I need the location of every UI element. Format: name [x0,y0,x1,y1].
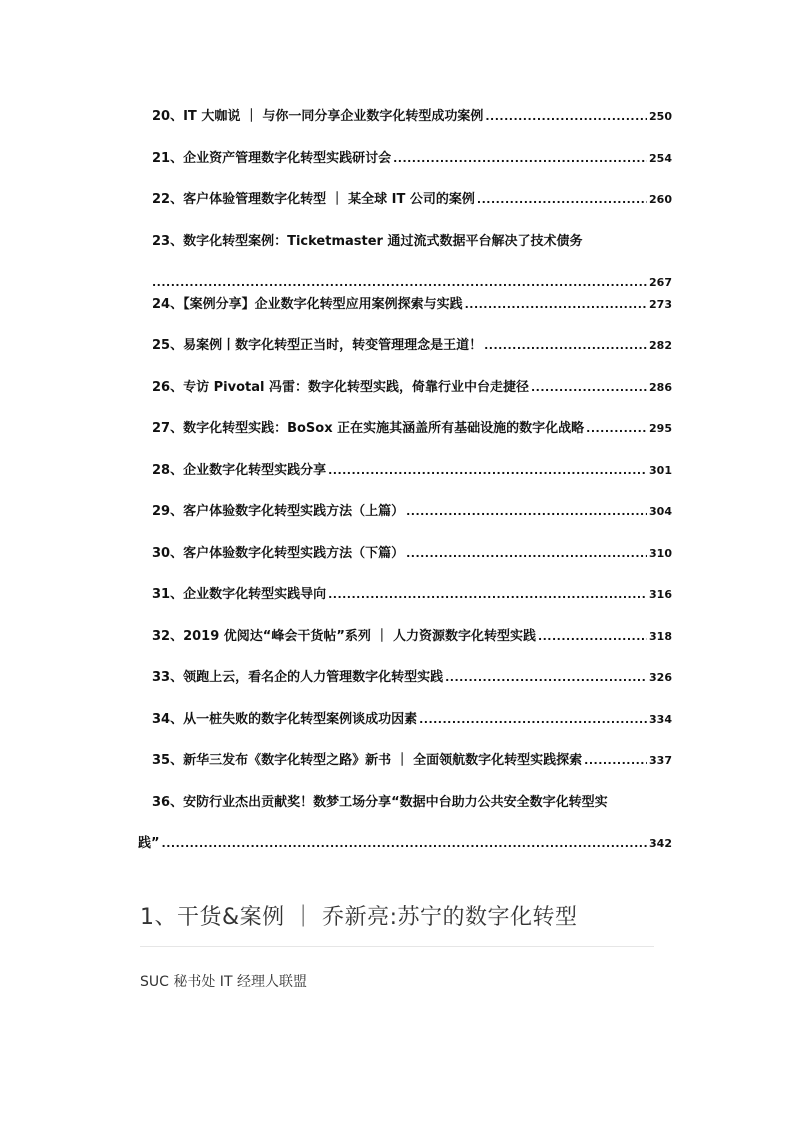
toc-entry-title: 21、企业资产管理数字化转型实践研讨会 [152,151,392,166]
source-line: SUC 秘书处 IT 经理人联盟 [140,974,307,990]
dot-leader [538,628,647,646]
toc-entry-title: 35、新华三发布《数字化转型之路》新书 ｜ 全面领航数字化转型实践探索 [152,753,583,768]
toc-entry-page: 310 [649,547,672,560]
toc-entry-title: 36、安防行业杰出贡献奖！数梦工场分享“数据中台助力公共安全数字化转型实 [152,795,608,810]
dot-leader [328,586,647,604]
toc-entry[interactable] [152,628,672,646]
toc-entry-title: 34、从一桩失败的数字化转型案例谈成功因素 [152,712,418,727]
toc-entry[interactable] [152,586,672,604]
toc-entry-title: 30、客户体验数字化转型实践方法（下篇） [152,546,405,561]
toc-entry-page: 301 [649,464,672,477]
toc-entry-title: 32、2019 优阅达“峰会干货帖”系列 ｜ 人力资源数字化转型实践 [152,629,536,644]
toc-entry-page: 304 [649,505,672,518]
toc-entry-title: 23、数字化转型案例：Ticketmaster 通过流式数据平台解决了技术债务 [152,234,583,249]
dot-leader [328,462,647,480]
toc-entry-page: 337 [649,754,672,767]
toc-entry-title: 27、数字化转型实践：BoSox 正在实施其涵盖所有基础设施的数字化战略 [152,421,585,436]
toc-entry[interactable] [152,296,672,314]
toc-entry[interactable] [152,669,672,687]
toc-entry-title-continued: 践” [138,836,160,851]
toc-entry[interactable] [152,108,672,126]
toc-entry-page: 295 [649,422,672,435]
toc-entry[interactable] [152,233,672,292]
toc-entry-page: 318 [649,630,672,643]
toc-entry[interactable] [152,379,672,397]
toc-entry-title: 26、专访 Pivotal 冯雷：数字化转型实践，倚靠行业中台走捷径 [152,380,529,395]
dot-leader [419,711,647,729]
dot-leader [406,503,647,521]
toc-entry-page: 342 [649,837,672,850]
toc-entry[interactable] [152,752,672,770]
dot-leader [477,191,647,209]
toc-entry-page: 267 [649,276,672,289]
toc-entry[interactable] [152,503,672,521]
toc-entry-page: 326 [649,671,672,684]
toc-entry[interactable] [152,150,672,168]
toc-entry-title: 24、【案例分享】企业数字化转型应用案例探索与实践 [152,297,463,312]
toc-entry-page: 254 [649,152,672,165]
toc-entry-title: 20、IT 大咖说 ｜ 与你一同分享企业数字化转型成功案例 [152,109,484,124]
dot-leader [584,752,647,770]
toc-entry-title: 25、易案例丨数字化转型正当时，转变管理理念是王道！ [152,338,483,353]
section-heading: 1、干货&案例 ｜ 乔新亮:苏宁的数字化转型 [140,905,578,930]
toc-entry-page: 286 [649,381,672,394]
dot-leader [393,150,647,168]
toc-entry-title: 28、企业数字化转型实践分享 [152,463,327,478]
dot-leader [484,337,647,355]
toc-entry-title: 33、领跑上云，看名企的人力管理数字化转型实践 [152,670,444,685]
dot-leader [465,296,647,314]
toc-entry-page: 273 [649,298,672,311]
toc-entry-page: 260 [649,193,672,206]
dot-leader [485,108,647,126]
toc-entry[interactable] [152,337,672,355]
toc-entry-page: 282 [649,339,672,352]
toc-entry[interactable] [152,545,672,563]
toc-entry[interactable] [138,794,672,853]
toc-entry-title: 22、客户体验管理数字化转型 ｜ 某全球 IT 公司的案例 [152,192,475,207]
toc-entry-page: 250 [649,110,672,123]
toc-entry-page: 334 [649,713,672,726]
dot-leader [162,835,647,853]
toc-entry[interactable] [152,711,672,729]
toc-entry-page: 316 [649,588,672,601]
dot-leader [152,274,647,292]
toc-entry[interactable] [152,462,672,480]
dot-leader [531,379,647,397]
toc-entry-title: 31、企业数字化转型实践导向 [152,587,327,602]
dot-leader [445,669,647,687]
dot-leader [586,420,647,438]
heading-divider [140,946,654,947]
toc-entry[interactable] [152,191,672,209]
dot-leader [406,545,647,563]
toc-entry[interactable] [152,420,672,438]
toc-entry-title: 29、客户体验数字化转型实践方法（上篇） [152,504,405,519]
